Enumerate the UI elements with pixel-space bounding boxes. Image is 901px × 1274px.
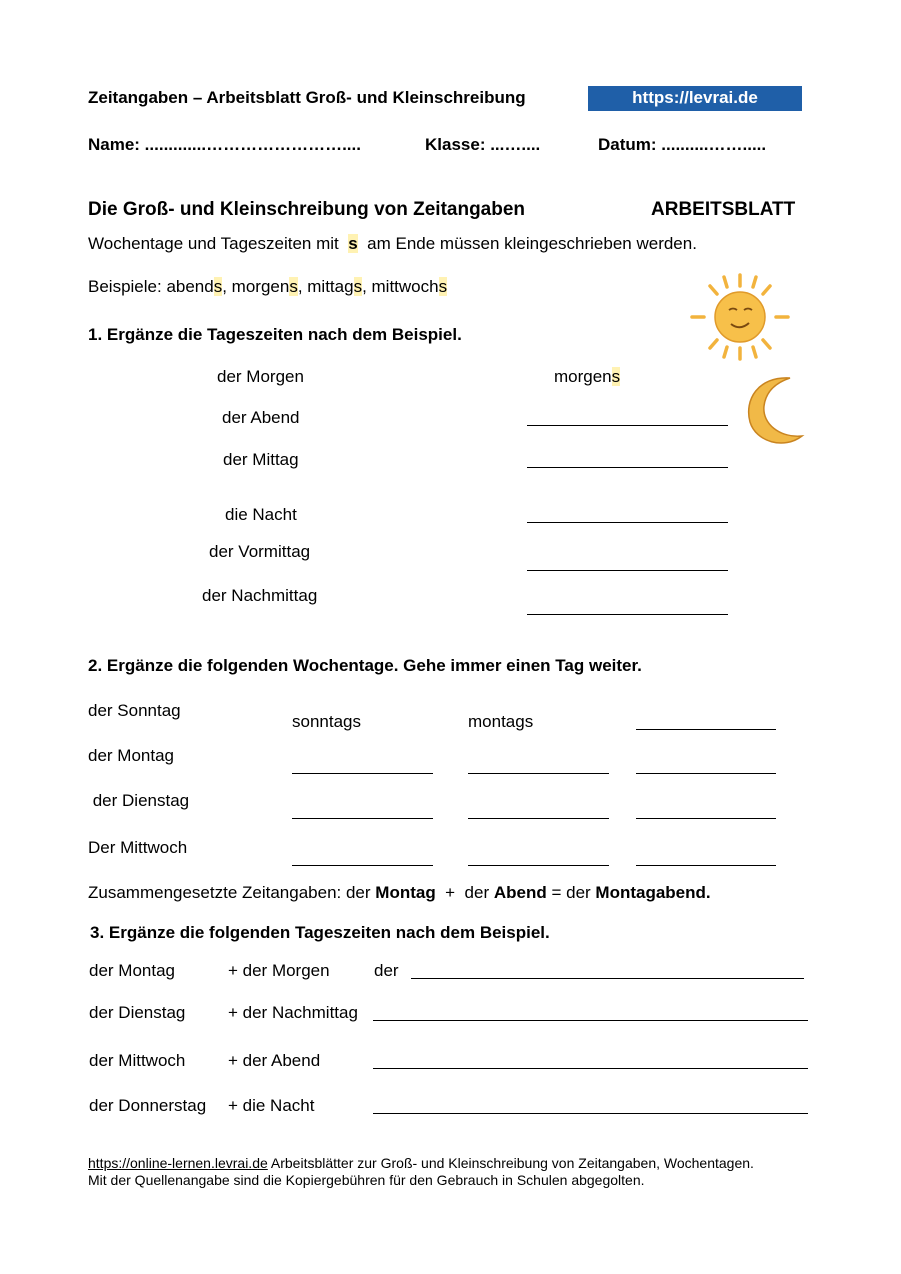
task2-answer-line[interactable]	[468, 865, 609, 866]
task2-example: montags	[468, 712, 534, 731]
task2-answer-line[interactable]	[468, 818, 609, 819]
section-heading: Die Groß- und Kleinschreibung von Zeitangaben	[88, 199, 526, 220]
task1-item: der Vormittag	[209, 542, 311, 561]
task3-answer-prefix: der	[374, 961, 399, 980]
moon-icon	[740, 372, 806, 448]
task2-answer-line[interactable]	[636, 818, 776, 819]
task1-item: der Morgen	[217, 367, 304, 386]
task3-answer-line[interactable]	[373, 1020, 808, 1021]
task3-time: + der Abend	[228, 1051, 321, 1070]
task3-title: 3. Ergänze die folgenden Tageszeiten nach dem Beispiel.	[90, 923, 550, 942]
rule-letter: s	[348, 234, 358, 253]
name-field: Name: .............……………………....	[88, 135, 361, 154]
task1-answer-line[interactable]	[527, 570, 728, 571]
task2-answer-line[interactable]	[636, 729, 776, 730]
task2-answer-line[interactable]	[468, 773, 609, 774]
worksheet-badge: ARBEITSBLATT	[651, 199, 796, 220]
datum-field: Datum: ..........…….....	[598, 135, 767, 154]
footer-link[interactable]: https://online-lernen.levrai.de	[88, 1155, 268, 1171]
task2-example: sonntags	[292, 712, 361, 731]
task2-row-label: der Montag	[88, 746, 174, 765]
task1-item: der Nachmittag	[202, 586, 318, 605]
task3-day: der Montag	[89, 961, 175, 980]
task2-row-label: der Sonntag	[88, 701, 181, 720]
task2-row-label: Der Mittwoch	[88, 838, 188, 857]
task3-time: + der Nachmittag	[228, 1003, 358, 1022]
task1-item: die Nacht	[225, 505, 297, 524]
sun-icon	[688, 272, 792, 362]
footer-line-2: Mit der Quellenangabe sind die Kopiergebühren für den Gebrauch in Schulen abgegolten.	[88, 1172, 645, 1188]
worksheet-title: Zeitangaben – Arbeitsblatt Groß- und Kleinschreibung	[88, 88, 526, 107]
task3-answer-line[interactable]	[411, 978, 804, 979]
task2-answer-line[interactable]	[292, 818, 433, 819]
task2-row-label: der Dienstag	[88, 791, 190, 810]
task1-item: der Mittag	[223, 450, 299, 469]
compound-explanation: Zusammengesetzte Zeitangaben: der Montag + der Abend = der Montagabend.	[88, 883, 711, 902]
url-banner[interactable]: https://levrai.de	[588, 86, 802, 111]
rule-text: Wochentage und Tageszeiten mit s am Ende müssen kleingeschrieben werden.	[88, 234, 697, 253]
task2-title: 2. Ergänze die folgenden Wochentage. Gehe immer einen Tag weiter.	[88, 656, 642, 675]
task3-day: der Mittwoch	[89, 1051, 186, 1070]
task1-answer-line[interactable]	[527, 467, 728, 468]
task1-answer-line[interactable]	[527, 425, 728, 426]
task3-answer-line[interactable]	[373, 1068, 808, 1069]
klasse-field: Klasse: ...…....	[425, 135, 541, 154]
task2-answer-line[interactable]	[636, 773, 776, 774]
task1-item: der Abend	[222, 408, 300, 427]
task1-answer-line[interactable]	[527, 522, 728, 523]
task2-answer-line[interactable]	[292, 773, 433, 774]
task3-time: + der Morgen	[228, 961, 330, 980]
task1-title: 1. Ergänze die Tageszeiten nach dem Beispiel.	[88, 325, 462, 344]
task2-answer-line[interactable]	[292, 865, 433, 866]
task1-answer-line[interactable]	[527, 614, 728, 615]
task3-day: der Donnerstag	[89, 1096, 207, 1115]
footer-line-1: https://online-lernen.levrai.de Arbeitsblätter zur Groß- und Kleinschreibung von Zeitangaben, Wochentagen.	[88, 1155, 754, 1171]
task1-example-answer: morgens	[554, 367, 621, 386]
task3-answer-line[interactable]	[373, 1113, 808, 1114]
task3-time: + die Nacht	[228, 1096, 315, 1115]
examples-line: Beispiele: abends, morgens, mittags, mittwochs	[88, 277, 448, 296]
task2-answer-line[interactable]	[636, 865, 776, 866]
task3-day: der Dienstag	[89, 1003, 186, 1022]
